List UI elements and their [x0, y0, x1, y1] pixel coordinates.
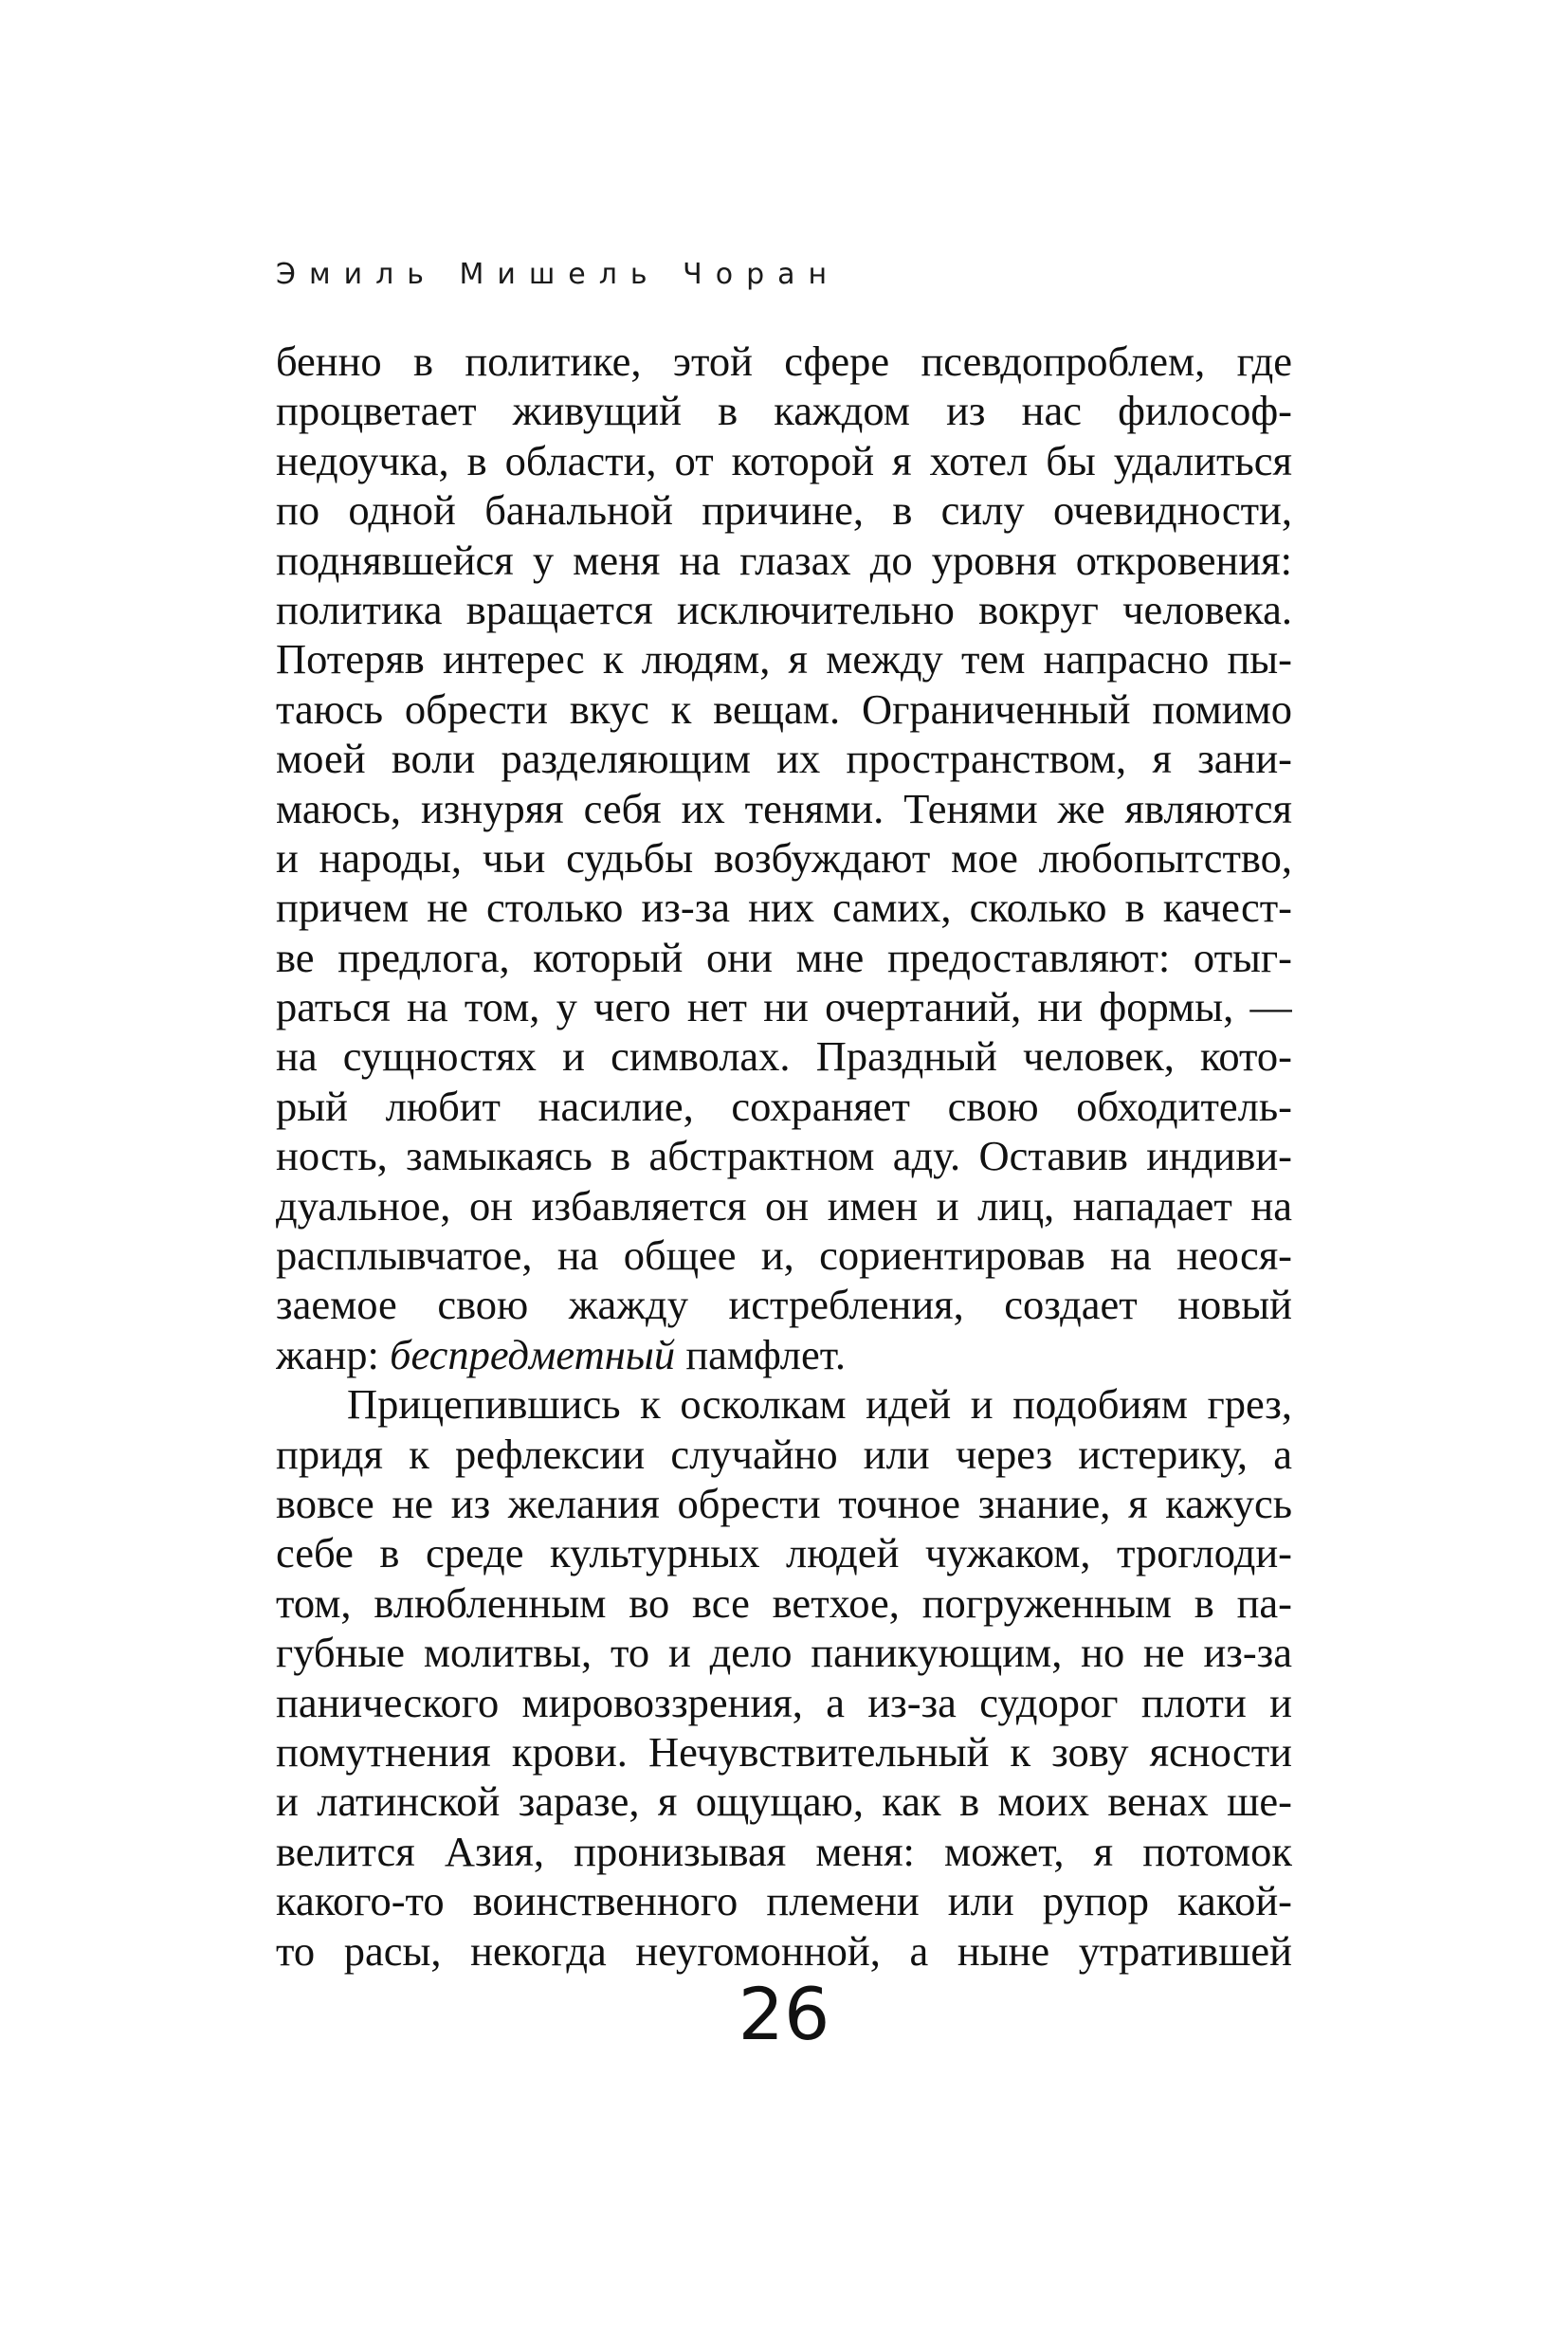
text-line: и латинской заразе, я ощущаю, как в моих венах ше-	[276, 1777, 1292, 1826]
text-line: процветает живущий в каждом из нас философ-	[276, 387, 1292, 435]
text-line: рый любит насилие, сохраняет свою обходитель-	[276, 1082, 1292, 1130]
paragraph-first-line: Прицепившись к осколкам идей и подобиям грез,	[347, 1380, 1292, 1429]
text-line: расплывчатое, на общее и, сориентировав на неося-	[276, 1231, 1292, 1280]
text-line: на сущностях и символах. Праздный человек, кото-	[276, 1032, 1292, 1081]
text-line: то расы, некогда неугомонной, а ныне утратившей	[276, 1926, 1292, 1975]
text-line: помутнения крови. Нечувствительный к зову ясности	[276, 1727, 1292, 1776]
text-line: ве предлога, который они мне предоставляют: отыг-	[276, 933, 1292, 981]
text-line: заемое свою жажду истребления, создает новый	[276, 1281, 1292, 1329]
running-head: Эмиль Мишель Чоран	[276, 258, 841, 291]
text-line: маюсь, изнуряя себя их тенями. Тенями же являются	[276, 784, 1292, 832]
text-line: недоучка, в области, от которой я хотел бы удалиться	[276, 436, 1292, 484]
text-line: причем не столько из-за них самих, сколько в качест-	[276, 884, 1292, 932]
text-line: какого-то воинственного племени или рупор какой-	[276, 1877, 1292, 1925]
text-line: Потеряв интерес к людям, я между тем напрасно пы-	[276, 635, 1292, 683]
text-line: панического мировоззрения, а из-за судорог плоти и	[276, 1678, 1292, 1726]
italic-word: беспредметный	[390, 1330, 676, 1378]
text-line: себе в среде культурных людей чужаком, троглоди-	[276, 1529, 1292, 1577]
text-line: моей воли разделяющим их пространством, я зани-	[276, 735, 1292, 783]
text-line: том, влюбленным во все ветхое, погруженным в па-	[276, 1578, 1292, 1627]
text-span: жанр:	[276, 1330, 391, 1378]
text-line: бенно в политике, этой сфере псевдопроблем, где	[276, 337, 1292, 385]
text-line: таюсь обрести вкус к вещам. Ограниченный помимо	[276, 684, 1292, 733]
text-line: ность, замыкаясь в абстрактном аду. Оставив индиви-	[276, 1132, 1292, 1180]
page-number: 26	[738, 1972, 830, 2056]
text-line: губные молитвы, то и дело паникующим, но не из-за	[276, 1629, 1292, 1677]
text-line: придя к рефлексии случайно или через истерику, а	[276, 1430, 1292, 1478]
text-line: поднявшейся у меня на глазах до уровня откровения:	[276, 536, 1292, 584]
paragraph-end-line	[276, 1330, 1292, 1379]
text-line: вовсе не из желания обрести точное знание, я кажусь	[276, 1479, 1292, 1527]
text-line: велится Азия, пронизывая меня: может, я потомок	[276, 1827, 1292, 1875]
body-text	[276, 337, 1292, 1976]
text-line: политика вращается исключительно вокруг человека.	[276, 585, 1292, 633]
text-span: памфлет.	[675, 1330, 846, 1378]
text-line: раться на том, у чего нет ни очертаний, ни формы, —	[276, 983, 1292, 1031]
text-line: по одной банальной причине, в силу очевидности,	[276, 486, 1292, 535]
text-line: дуальное, он избавляется он имен и лиц, нападает на	[276, 1181, 1292, 1230]
text-line: и народы, чьи судьбы возбуждают мое любопытство,	[276, 833, 1292, 882]
